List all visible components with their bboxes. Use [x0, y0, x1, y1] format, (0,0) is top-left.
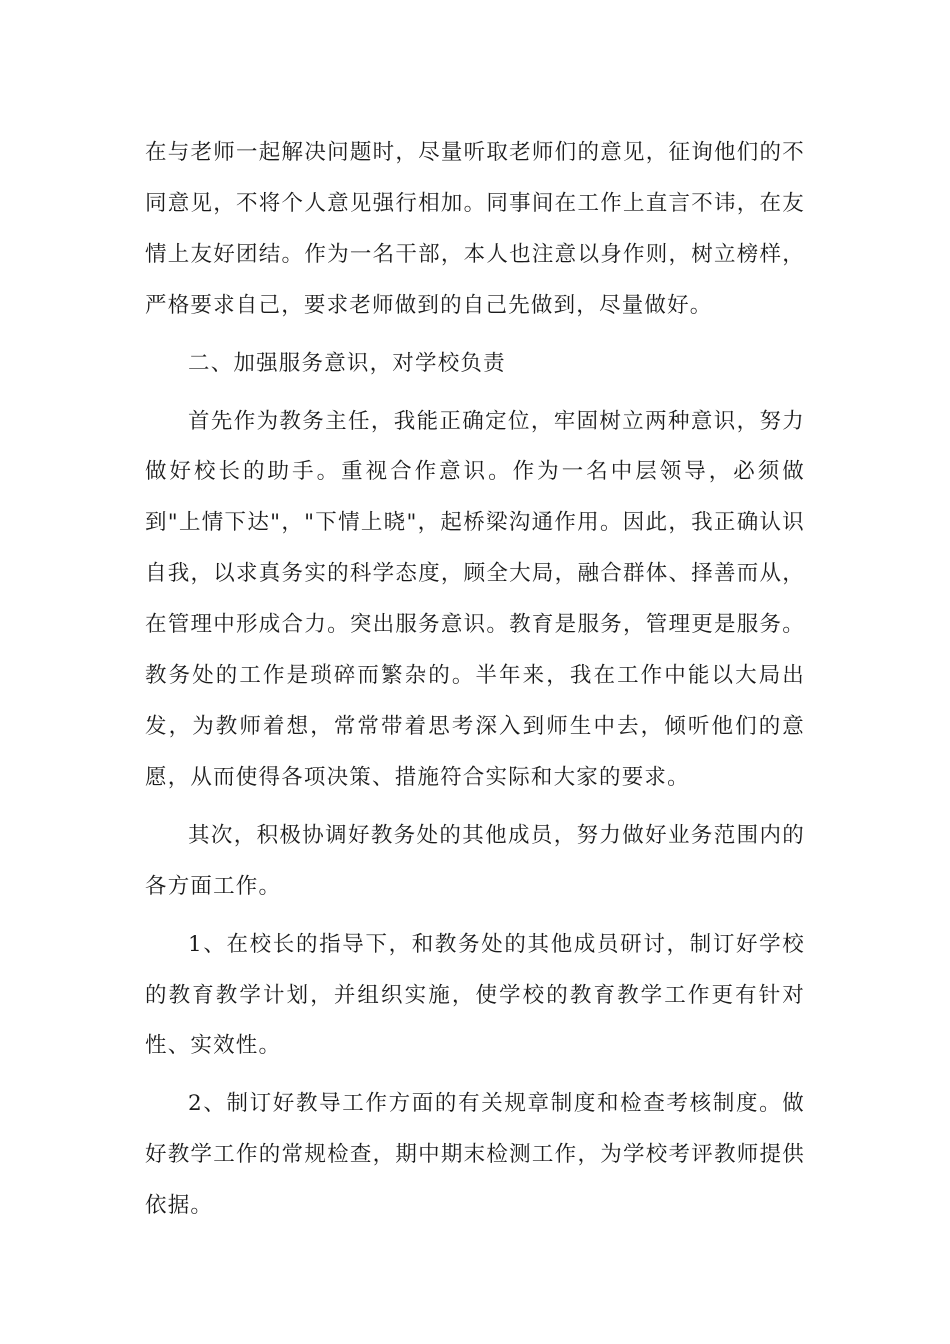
- document-body: [145, 128, 805, 1232]
- paragraph-continuation: 在与老师一起解决问题时，尽量听取老师们的意见，征询他们的不同意见，不将个人意见强行相加。同事间在工作上直言不讳，在友情上友好团结。作为一名干部，本人也注意以身作则，树立榜样，严格要求自己，要求老师做到的自己先做到，尽量做好。: [145, 140, 805, 318]
- paragraph-service-awareness: 首先作为教务主任，我能正确定位，牢固树立两种意识，努力做好校长的助手。重视合作意识。作为一名中层领导，必须做到"上情下达"，"下情上晓"，起桥梁沟通作用。因此，我正确认识自我，以求真务实的科学态度，顾全大局，融合群体、择善而从，在管理中形成合力。突出服务意识。教育是服务，管理更是服务。教务处的工作是琐碎而繁杂的。半年来，我在工作中能以大局出发，为教师着想，常常带着思考深入到师生中去，倾听他们的意愿，从而使得各项决策、措施符合实际和大家的要求。: [145, 408, 805, 790]
- list-item-2: 2、制订好教导工作方面的有关规章制度和检查考核制度。做好教学工作的常规检查，期中期末检测工作，为学校考评教师提供依据。: [145, 1091, 805, 1219]
- list-item-1: 1、在校长的指导下，和教务处的其他成员研讨，制订好学校的教育教学计划，并组织实施，使学校的教育教学工作更有针对性、实效性。: [145, 931, 805, 1059]
- paragraph-coordination: 其次，积极协调好教务处的其他成员，努力做好业务范围内的各方面工作。: [145, 822, 805, 899]
- section-heading: 二、加强服务意识，对学校负责: [188, 350, 506, 376]
